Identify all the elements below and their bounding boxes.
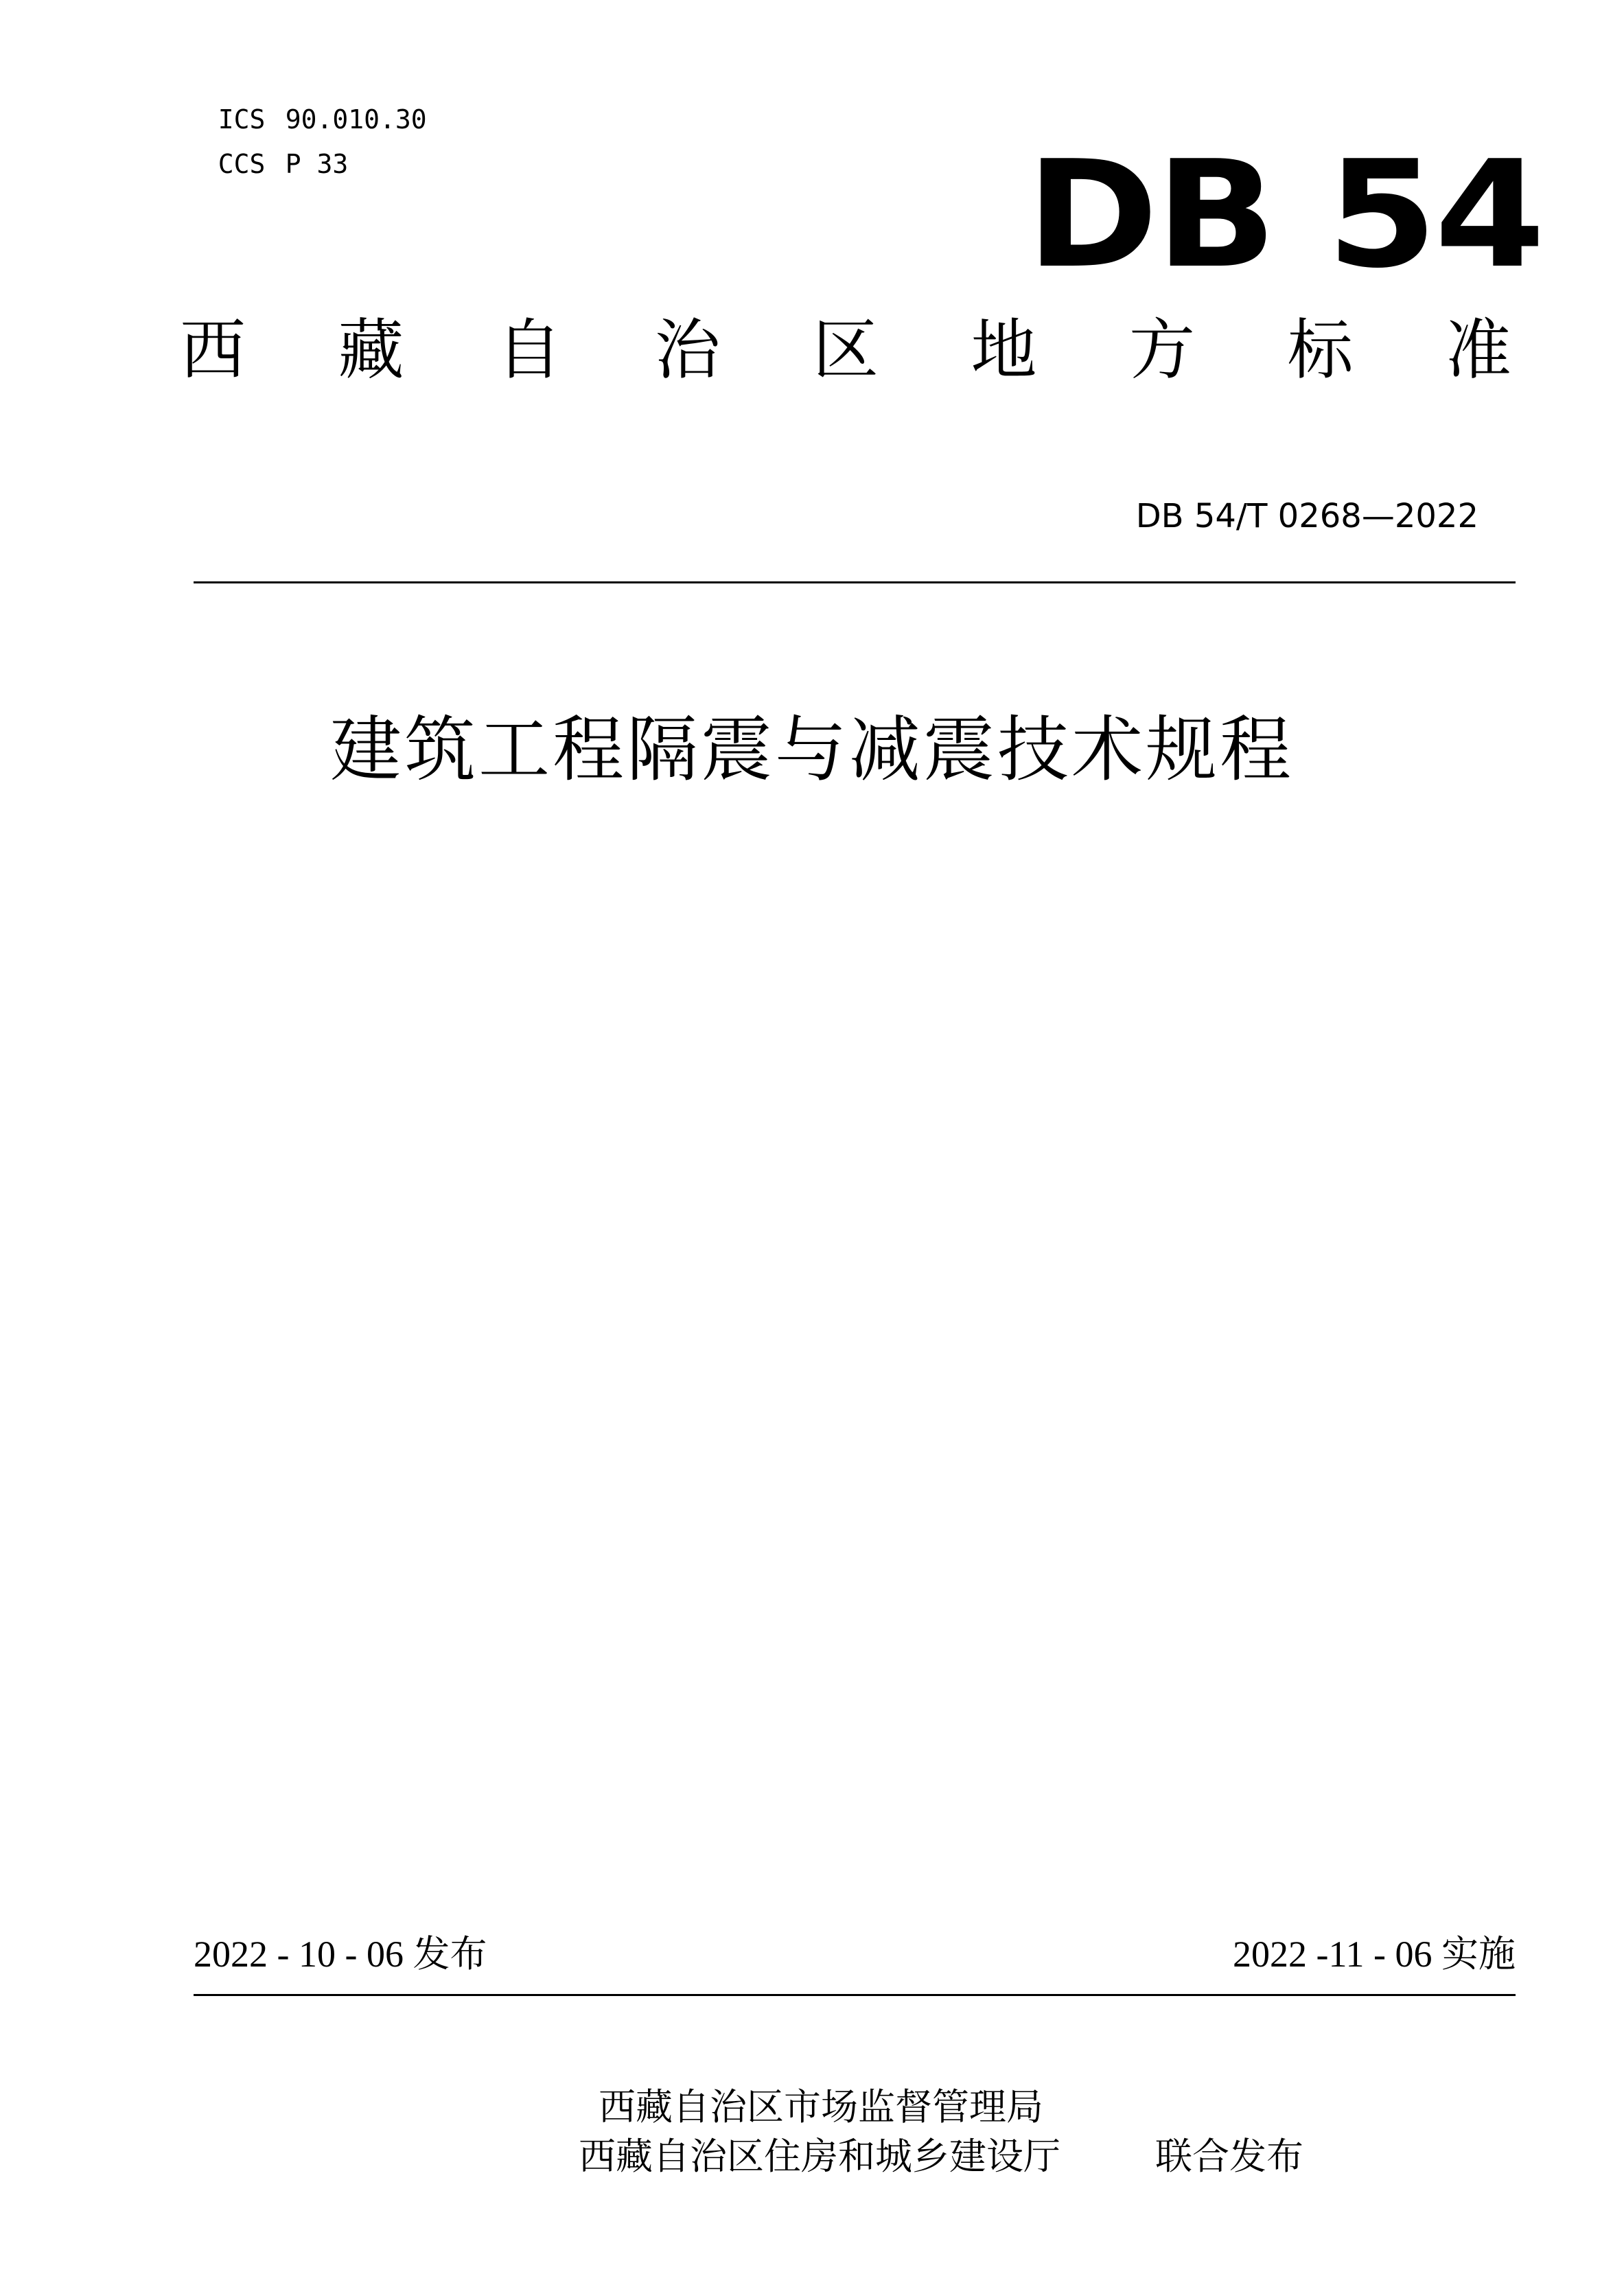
- document-title: 建筑工程隔震与减震技术规程: [329, 708, 1294, 791]
- standard-category: [180, 312, 1511, 389]
- category-char: 西: [180, 312, 246, 389]
- footer-divider: [194, 1994, 1516, 1996]
- category-char: 区: [813, 312, 879, 389]
- category-char: 自: [496, 312, 562, 389]
- joint-release-label: 联合发布: [1155, 2135, 1303, 2178]
- issuer-housing-construction: 西藏自治区住房和城乡建设厅: [579, 2135, 1060, 2178]
- category-char: 地: [971, 312, 1037, 389]
- standard-number: DB 54/T 0268—2022: [1135, 497, 1478, 535]
- ics-label: ICS: [218, 104, 266, 135]
- ics-value: 90.010.30: [285, 104, 427, 135]
- category-char: 方: [1129, 312, 1195, 389]
- ccs-code: [187, 125, 348, 177]
- ccs-value: P 33: [285, 149, 349, 179]
- category-char: 治: [654, 312, 721, 389]
- effective-date: 2022 -11 - 06 实施: [1233, 1934, 1516, 1975]
- publish-date: 2022 - 10 - 06 发布: [194, 1934, 487, 1975]
- header-divider: [194, 581, 1516, 583]
- issuer-market-supervision: 西藏自治区市场监督管理局: [599, 2085, 1043, 2129]
- category-char: 准: [1446, 312, 1511, 389]
- category-char: 标: [1287, 312, 1354, 389]
- db54-logo: DB 54: [1026, 128, 1543, 301]
- category-char: 藏: [338, 312, 404, 389]
- ccs-label: CCS: [218, 149, 266, 179]
